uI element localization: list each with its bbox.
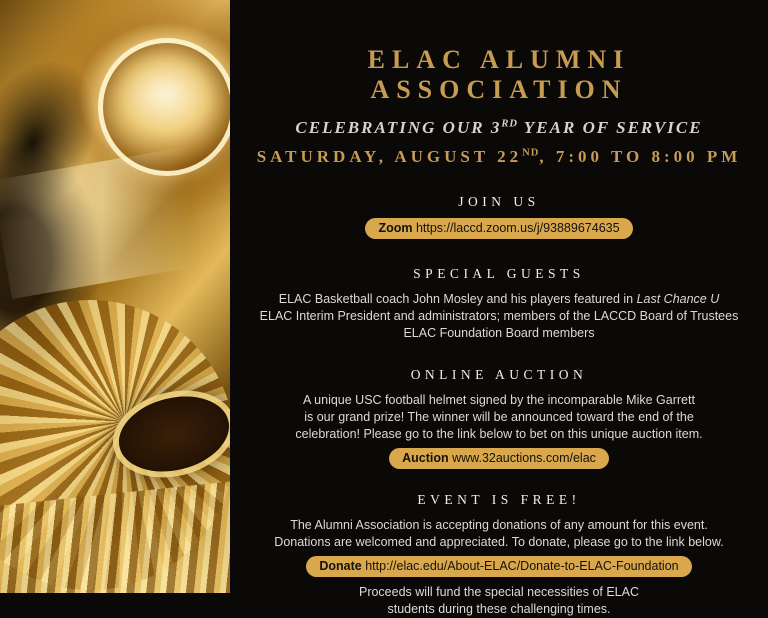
auction-link-label: Auction bbox=[402, 451, 449, 465]
auction-link-url: www.32auctions.com/elac bbox=[448, 451, 596, 465]
subtitle-ordinal: RD bbox=[501, 118, 518, 130]
auction-line-1: A unique USC football helmet signed by the incomparable Mike Garrett bbox=[303, 393, 695, 407]
date-ordinal: ND bbox=[522, 147, 540, 159]
donation-line-1: The Alumni Association is accepting donations of any amount for this event. bbox=[290, 518, 708, 532]
donate-link-row bbox=[234, 556, 764, 577]
page-title: ELAC ALUMNI ASSOCIATION bbox=[367, 45, 631, 104]
donate-link-pill[interactable] bbox=[306, 556, 691, 577]
zoom-link-label: Zoom bbox=[378, 221, 413, 235]
online-auction-heading: ONLINE AUCTION bbox=[410, 367, 588, 382]
event-free-heading: EVENT IS FREE! bbox=[417, 492, 581, 507]
proceeds-note bbox=[234, 584, 764, 618]
guests-line-1-show-title: Last Chance U bbox=[636, 292, 720, 306]
subtitle bbox=[234, 118, 764, 138]
donate-link-label: Donate bbox=[319, 559, 362, 573]
time-text: , 7:00 TO 8:00 PM bbox=[539, 147, 742, 166]
proceeds-line-2: students during these challenging times. bbox=[387, 602, 611, 616]
special-guests-text bbox=[234, 291, 764, 342]
auction-line-3: celebration! Please go to the link below to bet on this unique auction item. bbox=[295, 427, 703, 441]
subtitle-text: CELEBRATING OUR 3 bbox=[295, 118, 502, 137]
gold-foil-balloons-photo bbox=[0, 0, 230, 593]
flyer-content bbox=[230, 0, 768, 616]
donate-link-url: http://elac.edu/About-ELAC/Donate-to-ELAC-Foundation bbox=[361, 559, 679, 573]
guests-line-1 bbox=[234, 291, 764, 308]
zoom-link-url: https://laccd.zoom.us/j/93889674635 bbox=[412, 221, 620, 235]
donation-line-2: Donations are welcomed and appreciated. To donate, please go to the link below. bbox=[274, 535, 724, 549]
event-datetime bbox=[234, 147, 764, 167]
auction-link-pill[interactable] bbox=[389, 448, 609, 469]
date-text: SATURDAY, AUGUST 22 bbox=[256, 147, 523, 166]
zoom-link-pill[interactable] bbox=[365, 218, 632, 239]
proceeds-line-1: Proceeds will fund the special necessities of ELAC bbox=[358, 585, 639, 599]
join-us-heading: JOIN US bbox=[458, 194, 540, 209]
auction-line-2: is our grand prize! The winner will be announced toward the end of the bbox=[304, 410, 694, 424]
subtitle-text-end: YEAR OF SERVICE bbox=[517, 118, 703, 137]
balloon-ring-highlight bbox=[98, 38, 230, 176]
auction-link-row bbox=[234, 448, 764, 469]
donation-text bbox=[234, 517, 764, 551]
special-guests-heading: SPECIAL GUESTS bbox=[413, 266, 585, 281]
guests-line-2: ELAC Interim President and administrators; members of the LACCD Board of Trustees bbox=[259, 309, 739, 323]
online-auction-text bbox=[234, 392, 764, 443]
zoom-link-row bbox=[234, 218, 764, 239]
guests-line-3: ELAC Foundation Board members bbox=[403, 326, 595, 340]
guests-line-1-text: ELAC Basketball coach John Mosley and his players featured in bbox=[278, 292, 637, 306]
